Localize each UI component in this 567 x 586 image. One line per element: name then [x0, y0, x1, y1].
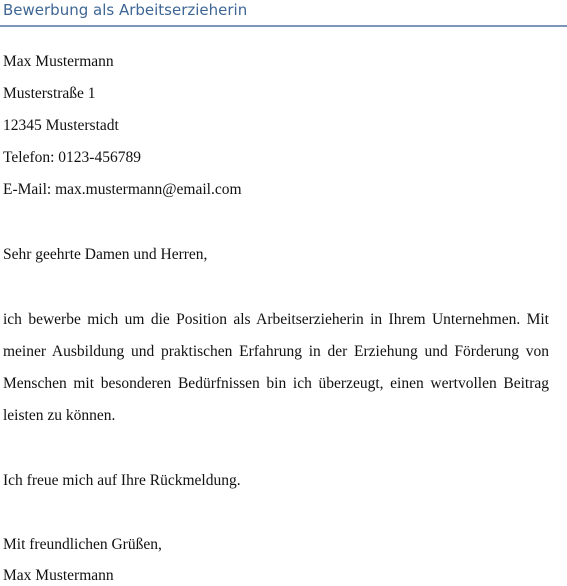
sender-street: Musterstraße 1 [3, 85, 96, 102]
sender-city: 12345 Musterstadt [3, 117, 119, 134]
body-line: Menschen mit besonderen Bedürfnissen bin ich überzeugt, einen wertvollen Beitrag [3, 375, 549, 392]
sender-name: Max Mustermann [3, 53, 114, 70]
closing-sentence: Ich freue mich auf Ihre Rückmeldung. [3, 472, 241, 489]
sender-phone: Telefon: 0123-456789 [3, 149, 141, 166]
signature: Max Mustermann [3, 567, 114, 584]
document-title: Bewerbung als Arbeitserzieherin [3, 1, 248, 19]
body-line: ich bewerbe mich um die Position als Arbeitserzieherin in Ihrem Unternehmen. Mit [3, 311, 549, 328]
sender-email: E-Mail: max.mustermann@email.com [3, 181, 242, 198]
body-line: meiner Ausbildung und praktischen Erfahrung in der Erziehung und Förderung von [3, 343, 549, 360]
body-line: leisten zu können. [3, 407, 116, 424]
title-divider [0, 25, 567, 27]
closing: Mit freundlichen Grüßen, [3, 536, 162, 553]
salutation: Sehr geehrte Damen und Herren, [3, 246, 208, 263]
